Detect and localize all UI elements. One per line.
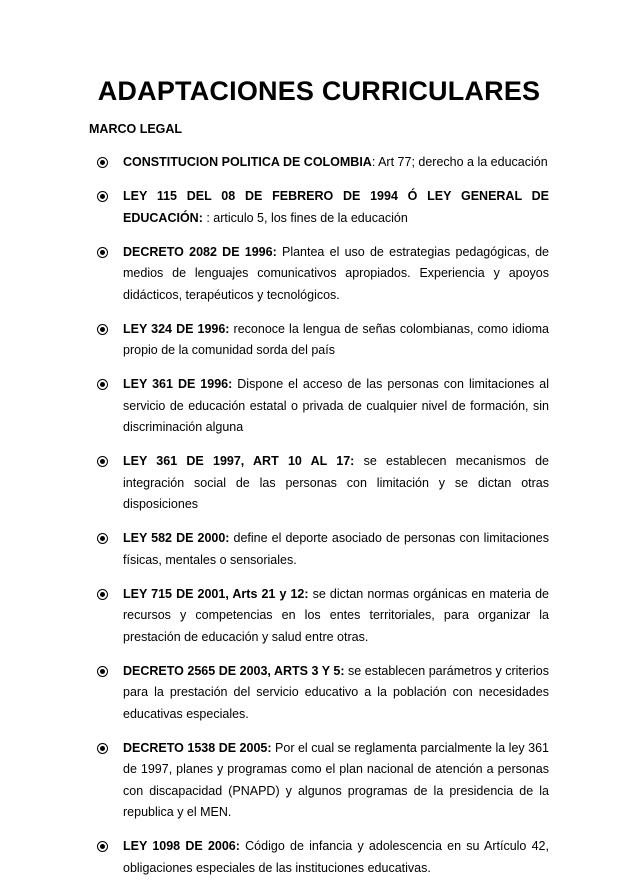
law-name: LEY 115 DEL 08 DE FEBRERO DE 1994 Ó LEY GENERAL DE EDUCACIÓN:: [123, 189, 549, 225]
law-description: se establecen mecanismos de integración social de las personas con limitación y se dictan otras disposiciones: [123, 454, 549, 511]
list-item: [97, 319, 549, 362]
bullet-icon: [97, 841, 108, 852]
law-name: LEY 324 DE 1996:: [123, 321, 230, 336]
list-item: [97, 451, 549, 516]
list-item: [97, 836, 549, 879]
law-description: : Art 77; derecho a la educación: [371, 155, 548, 169]
law-description: se establecen parámetros y criterios para la prestación del servicio educativo a la población con necesidades educativas especiales.: [123, 663, 549, 721]
list-item: [97, 186, 549, 229]
law-description: Por el cual se reglamenta parcialmente la ley 361 de 1997, planes y programas como el plan nacional de atención a personas con discapacidad (PNAPD) y algunos programas de la presidencia de la republica y el MEN.: [123, 740, 549, 819]
law-description: Plantea el uso de estrategias pedagógicas, de medios de lenguajes comunicativos apropiados. Experiencia y apoyos didácticos, terapéuticos y tecnológicos.: [123, 244, 550, 302]
law-description: se dictan normas orgánicas en materia de recursos y competencias en los entes territoriales, para organizar la prestación de educación y salud entre otras.: [123, 586, 549, 644]
bullet-icon: [97, 379, 108, 390]
bullet-icon: [97, 456, 108, 467]
list-item: [97, 152, 549, 174]
list-item: [97, 661, 549, 726]
law-description: : articulo 5, los fines de la educación: [202, 210, 408, 225]
law-description: reconoce la lengua de señas colombianas, como idioma propio de la comunidad sorda del país: [123, 321, 549, 357]
law-name: DECRETO 1538 DE 2005:: [123, 740, 272, 755]
document-title: ADAPTACIONES CURRICULARES: [97, 76, 541, 106]
legal-framework-list: [97, 152, 549, 892]
law-name: LEY 361 DE 1996:: [123, 377, 233, 391]
bullet-icon: [97, 743, 108, 754]
bullet-icon: [97, 324, 108, 335]
law-name: DECRETO 2082 DE 1996:: [123, 244, 277, 259]
list-item: [97, 242, 549, 307]
list-item: [97, 584, 549, 649]
law-name: LEY 582 DE 2000:: [123, 531, 230, 545]
bullet-icon: [97, 533, 108, 544]
law-name: CONSTITUCION POLITICA DE COLOMBIA: [123, 155, 372, 169]
bullet-icon: [97, 589, 108, 600]
bullet-icon: [97, 157, 108, 168]
bullet-icon: [97, 666, 108, 677]
list-item: [97, 374, 549, 439]
law-description: define el deporte asociado de personas con limitaciones físicas, mentales o sensoriales.: [123, 531, 549, 567]
bullet-icon: [97, 191, 108, 202]
law-name: LEY 715 DE 2001, Arts 21 y 12:: [123, 586, 309, 601]
bullet-icon: [97, 247, 108, 258]
law-name: LEY 1098 DE 2006:: [123, 839, 240, 853]
law-name: LEY 361 DE 1997, ART 10 AL 17:: [123, 454, 355, 468]
list-item: [97, 528, 549, 571]
law-description: Código de infancia y adolescencia en su Artículo 42, obligaciones especiales de las instituciones educativas.: [123, 839, 549, 875]
law-description: Dispone el acceso de las personas con limitaciones al servicio de educación estatal o privada de cualquier nivel de formación, sin discriminación alguna: [123, 377, 549, 434]
section-heading: MARCO LEGAL: [89, 122, 183, 136]
list-item: [97, 738, 549, 824]
law-name: DECRETO 2565 DE 2003, ARTS 3 Y 5:: [123, 663, 345, 678]
